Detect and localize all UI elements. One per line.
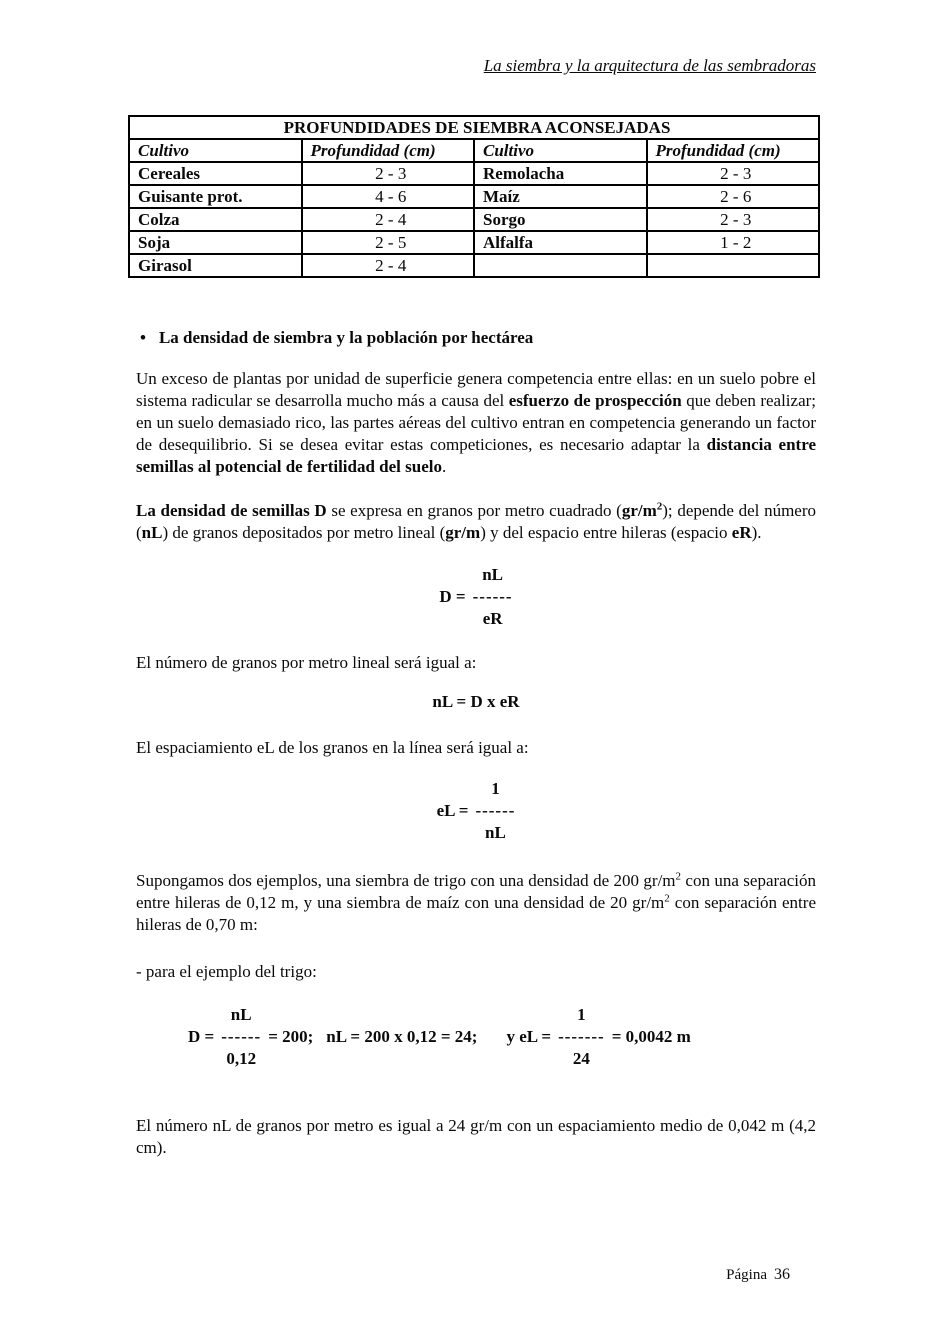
fraction xyxy=(558,1004,605,1070)
crop-cell-empty xyxy=(474,254,647,277)
table-header-row xyxy=(129,139,819,162)
depth-cell: 4 - 6 xyxy=(302,185,475,208)
page-number: 36 xyxy=(774,1266,790,1283)
paragraph-density-definition: La densidad de semillas D se expresa en granos por metro cuadrado $(gr/m^2)$; depende del número (nL) de granos depositados por metro lineal (gr/m) y del espacio entre hileras (espacio eR). xyxy=(136,500,817,542)
formula-nl: nL = D x eR xyxy=(432,692,520,711)
column-header-depth-2: Profundidad (cm) xyxy=(647,139,820,162)
fraction-denominator: nL xyxy=(485,823,506,842)
formula-density xyxy=(136,564,816,630)
table-row xyxy=(129,185,819,208)
fraction-bar: ------ xyxy=(475,801,516,820)
worked-example-wheat xyxy=(136,1004,816,1070)
crop-cell: Soja xyxy=(129,231,302,254)
fraction xyxy=(221,1004,261,1070)
depth-cell: 1 - 2 xyxy=(647,231,820,254)
example-spacing-term xyxy=(506,1004,690,1070)
running-header: La siembra y la arquitectura de las sembradoras xyxy=(483,56,816,75)
formula-spacing xyxy=(136,778,816,844)
crop-cell: Girasol xyxy=(129,254,302,277)
crop-cell: Remolacha xyxy=(474,162,647,185)
fraction-denominator: eR xyxy=(482,609,503,628)
fraction xyxy=(473,564,513,630)
fraction-numerator: nL xyxy=(482,565,503,584)
section-heading xyxy=(136,327,816,349)
seeding-depth-table xyxy=(128,115,820,278)
depth-cell: 2 - 3 xyxy=(647,208,820,231)
crop-cell: Colza xyxy=(129,208,302,231)
crop-cell: Guisante prot. xyxy=(129,185,302,208)
column-header-depth-1: Profundidad (cm) xyxy=(302,139,475,162)
formula-lhs: D = xyxy=(439,587,466,606)
table-title: PROFUNDIDADES DE SIEMBRA ACONSEJADAS xyxy=(129,116,819,139)
formula-lhs: y eL = xyxy=(506,1027,552,1046)
table-row xyxy=(129,162,819,185)
crop-cell: Alfalfa xyxy=(474,231,647,254)
crop-cell: Cereales xyxy=(129,162,302,185)
fraction-numerator: nL xyxy=(230,1005,252,1024)
fraction-bar: ------ xyxy=(472,587,513,606)
column-header-crop-2: Cultivo xyxy=(474,139,647,162)
paragraph-conclusion: El número nL de granos por metro es igual a 24 gr/m con un espaciamiento medio de 0,042 m (4,2 cm). xyxy=(136,1116,816,1157)
lead-in-nl: El número de granos por metro lineal será igual a: xyxy=(136,653,477,672)
formula-result: = 200; xyxy=(268,1027,314,1046)
depth-cell: 2 - 3 xyxy=(647,162,820,185)
fraction-denominator: 24 xyxy=(572,1049,590,1068)
column-header-crop-1: Cultivo xyxy=(129,139,302,162)
bullet-icon: • xyxy=(140,328,146,347)
fraction-denominator: 0,12 xyxy=(226,1049,257,1068)
paragraph-examples: Supongamos dos ejemplos, una siembra de trigo con una densidad de 200 $gr/m^2$ con una separación entre hileras de 0,12 m, y una siembra de maíz con una densidad de 20 $gr/m^2$ con separación entre hileras de 0,70 m: xyxy=(136,870,816,934)
depth-cell: 2 - 4 xyxy=(302,208,475,231)
example-density-term xyxy=(188,1004,313,1070)
page-footer-label: Página xyxy=(726,1267,767,1283)
section-heading-text: La densidad de siembra y la población por hectárea xyxy=(158,328,534,347)
example-nl-term: nL = 200 x 0,12 = 24; xyxy=(326,1027,478,1046)
fraction xyxy=(475,778,515,844)
formula-result: = 0,0042 m xyxy=(611,1027,691,1046)
fraction-numerator: 1 xyxy=(577,1005,586,1024)
fraction-bar: ------ xyxy=(221,1027,262,1046)
table-row xyxy=(129,231,819,254)
lead-in-wheat-example: - para el ejemplo del trigo: xyxy=(136,962,317,981)
depth-cell: 2 - 4 xyxy=(302,254,475,277)
table-row xyxy=(129,254,819,277)
lead-in-el: El espaciamiento eL de los granos en la línea será igual a: xyxy=(136,738,529,757)
depth-cell: 2 - 3 xyxy=(302,162,475,185)
crop-cell: Maíz xyxy=(474,185,647,208)
depth-cell: 2 - 6 xyxy=(647,185,820,208)
page-footer xyxy=(726,1266,790,1284)
depth-cell-empty xyxy=(647,254,820,277)
formula-lhs: eL = xyxy=(436,801,469,820)
table-title-row xyxy=(129,116,819,139)
table-row xyxy=(129,208,819,231)
formula-lhs: D = xyxy=(188,1027,215,1046)
crop-cell: Sorgo xyxy=(474,208,647,231)
fraction-numerator: 1 xyxy=(491,779,500,798)
fraction-bar: ------- xyxy=(558,1027,605,1046)
depth-cell: 2 - 5 xyxy=(302,231,475,254)
paragraph-competition: Un exceso de plantas por unidad de superficie genera competencia entre ellas: en un suelo pobre el sistema radicular se desarrolla mucho más a causa del esfuerzo de prospección que deben realizar; en un suelo demasiado rico, las partes aéreas del cultivo entran en competencia generando un factor de desequilibrio. Si se desea evitar estas competiciones, es necesario adaptar la distancia entre semillas al potencial de fertilidad del suelo. xyxy=(136,369,817,476)
